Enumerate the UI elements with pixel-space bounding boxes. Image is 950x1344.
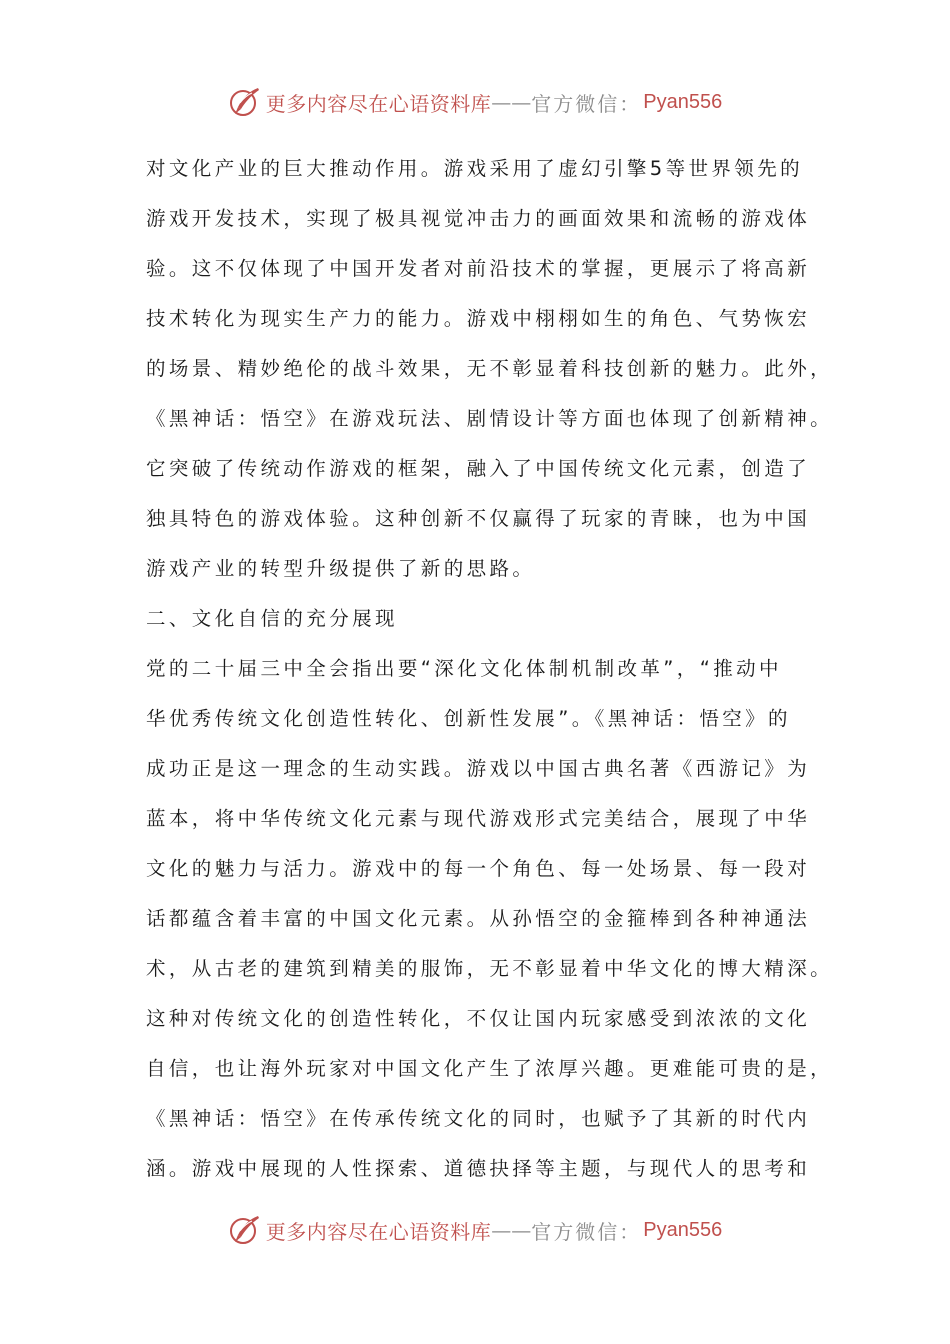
- body-line: 蓝本，将中华传统文化元素与现代游戏形式完美结合，展现了中华: [146, 807, 811, 830]
- body-line: 验。这不仅体现了中国开发者对前沿技术的掌握，更展示了将高新: [146, 257, 811, 280]
- footer-watermark: [0, 1210, 950, 1250]
- footer-promo-text: 更多内容尽在心语资料库: [265, 1219, 492, 1244]
- body-line: 对文化产业的巨大推动作用。游戏采用了虚幻引擎5等世界领先的: [146, 157, 804, 180]
- body-line: 游戏产业的转型升级提供了新的思路。: [146, 557, 536, 580]
- body-line: 文化的魅力与活力。游戏中的每一个角色、每一处场景、每一段对: [146, 857, 811, 880]
- header-wechat-id: Pyan556: [643, 90, 723, 113]
- body-line: 成功正是这一理念的生动实践。游戏以中国古典名著《西游记》为: [146, 757, 811, 780]
- header-dash: ——: [491, 90, 532, 114]
- body-line: 《黑神话：悟空》在游戏玩法、剧情设计等方面也体现了创新精神。: [146, 407, 834, 430]
- document-body: [146, 144, 834, 1194]
- body-line: 这种对传统文化的创造性转化，不仅让国内玩家感受到浓浓的文化: [146, 1007, 811, 1030]
- header-promo-text: 更多内容尽在心语资料库: [265, 91, 492, 116]
- section-heading: 二、文化自信的充分展现: [146, 607, 398, 630]
- body-line: 涵。游戏中展现的人性探索、道德抉择等主题，与现代人的思考和: [146, 1157, 811, 1180]
- body-line: 独具特色的游戏体验。这种创新不仅赢得了玩家的青睐，也为中国: [146, 507, 811, 530]
- quill-logo-icon: [228, 1213, 262, 1247]
- body-line: 技术转化为现实生产力的能力。游戏中栩栩如生的角色、气势恢宏: [146, 307, 811, 330]
- body-line: 术，从古老的建筑到精美的服饰，无不彰显着中华文化的博大精深。: [146, 957, 834, 980]
- body-line: 话都蕴含着丰富的中国文化元素。从孙悟空的金箍棒到各种神通法: [146, 907, 811, 930]
- body-line: 的场景、精妙绝伦的战斗效果，无不彰显着科技创新的魅力。此外，: [146, 357, 834, 380]
- header-watermark: [0, 82, 950, 122]
- body-line: 自信，也让海外玩家对中国文化产生了浓厚兴趣。更难能可贵的是，: [146, 1057, 834, 1080]
- body-line: 华优秀传统文化创造性转化、创新性发展”。《黑神话：悟空》的: [146, 707, 791, 730]
- body-line: 《黑神话：悟空》在传承传统文化的同时，也赋予了其新的时代内: [146, 1107, 811, 1130]
- quill-logo-icon: [228, 85, 262, 119]
- footer-wechat-id: Pyan556: [643, 1218, 723, 1241]
- header-wechat-label: 官方微信：: [531, 91, 642, 116]
- body-line: 游戏开发技术，实现了极具视觉冲击力的画面效果和流畅的游戏体: [146, 207, 811, 230]
- body-line: 党的二十届三中全会指出要“深化文化体制机制改革”，“推动中: [146, 657, 782, 680]
- body-line: 它突破了传统动作游戏的框架，融入了中国传统文化元素，创造了: [146, 457, 811, 480]
- footer-dash: ——: [491, 1218, 532, 1242]
- footer-wechat-label: 官方微信：: [531, 1219, 642, 1244]
